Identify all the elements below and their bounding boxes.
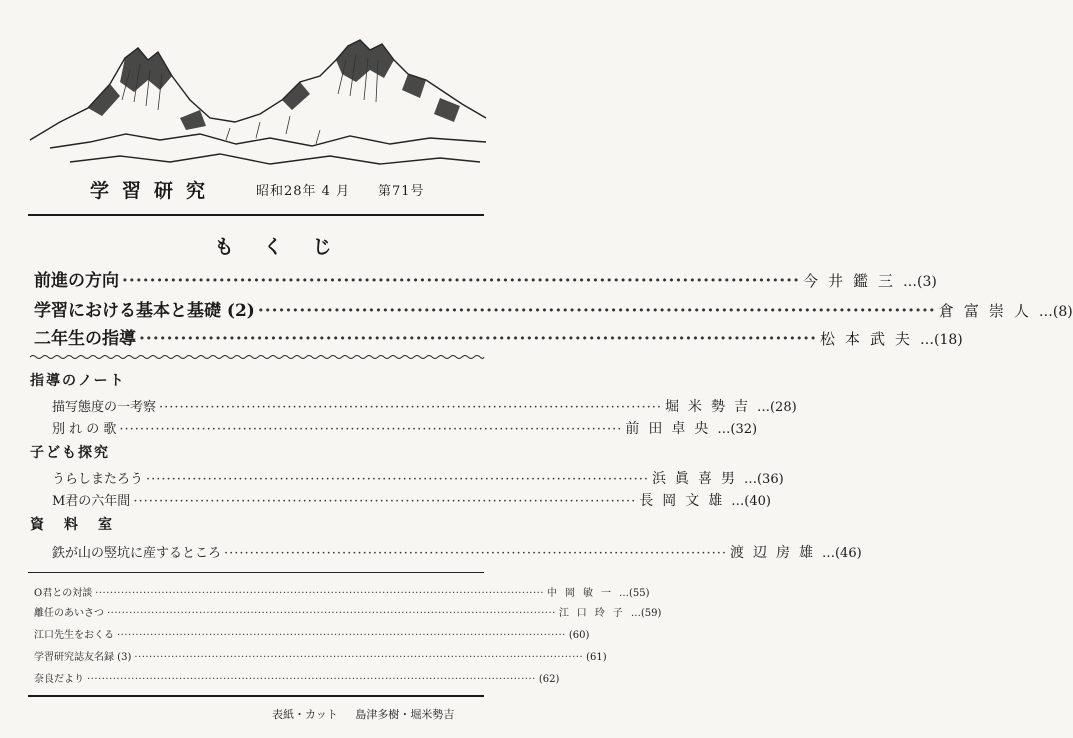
entry-page: …(18): [920, 332, 963, 348]
entry-title: 描写態度の一考察: [52, 400, 157, 415]
toc-entry-major[interactable]: [34, 324, 963, 349]
issue-date: 昭和28年 4 月: [256, 184, 351, 199]
entry-page: …(28): [756, 400, 797, 415]
leader-dots: ··································································································: [122, 271, 801, 291]
middle-rule: [28, 572, 484, 573]
entry-title: うらしまたろう: [52, 472, 144, 487]
entry-title: 鉄が山の竪坑に産するところ: [52, 546, 222, 561]
entry-author: 江口玲子: [558, 608, 631, 619]
entry-page: …(40): [731, 494, 771, 509]
entry-page: …(32): [717, 422, 758, 437]
credits-label: 表紙・カット: [272, 708, 338, 721]
entry-title: 学習研究誌友名録 (3): [34, 652, 132, 663]
toc-entry[interactable]: [52, 542, 862, 562]
toc-entry[interactable]: [52, 418, 758, 438]
section-heading: 指導のノート: [30, 373, 126, 389]
leader-dots: ··································································································: [257, 301, 936, 321]
entry-author: 前田卓央: [625, 421, 718, 437]
entry-page: (61): [586, 652, 607, 663]
toc-entry-small[interactable]: [34, 584, 650, 599]
entry-page: (62): [538, 674, 560, 685]
toc-entry[interactable]: [52, 396, 797, 416]
entry-page: …(59): [630, 608, 662, 619]
journal-title: 学習研究: [90, 180, 219, 202]
toc-entry[interactable]: [52, 490, 771, 510]
section-heading: 資料室: [30, 517, 132, 533]
leader-dots: ··································································································: [139, 329, 818, 349]
toc-entry-major[interactable]: [34, 266, 937, 291]
leader-dots: ··························································································································: [95, 588, 545, 599]
entry-title: 奈良だより: [34, 674, 84, 685]
entry-page: (60): [568, 630, 590, 641]
entry-author: 倉富崇人: [938, 302, 1039, 320]
leader-dots: ··································································································: [146, 472, 649, 487]
entry-author: 中岡敏一: [547, 588, 620, 599]
wavy-divider: [30, 354, 484, 360]
toc-entry-small[interactable]: [34, 670, 560, 685]
leader-dots: ··································································································: [224, 546, 727, 561]
entry-title: 別 れ の 歌: [52, 422, 117, 437]
toc-heading: もくじ: [214, 236, 362, 258]
leader-dots: ··························································································································: [134, 652, 584, 663]
entry-title: 学習における基本と基礎 (2): [34, 301, 255, 321]
credits-names: 島津多樹・堀米勢吉: [355, 708, 455, 721]
entry-page: …(3): [903, 274, 937, 290]
leader-dots: ··························································································································: [117, 630, 566, 641]
leader-dots: ··································································································: [119, 422, 623, 437]
entry-author: 松本武夫: [820, 330, 921, 348]
toc-entry-small[interactable]: [34, 626, 590, 641]
section-heading: 子ども探究: [30, 445, 110, 461]
toc-entry-major[interactable]: [34, 296, 1073, 321]
bottom-rule: [28, 695, 484, 697]
entry-title: 離任のあいさつ: [34, 608, 104, 619]
entry-title: O君との対談: [34, 588, 93, 599]
mountain-illustration: [30, 30, 486, 180]
entry-title: 江口先生をおくる: [34, 630, 114, 641]
entry-page: …(36): [743, 472, 784, 487]
entry-author: 堀米勢吉: [664, 399, 757, 415]
cover-credits: [272, 706, 468, 722]
toc-entry-small[interactable]: [34, 604, 662, 619]
entry-page: …(8): [1038, 304, 1073, 320]
entry-author: 今井鑑三: [803, 272, 904, 290]
issue-number: 第71号: [378, 184, 425, 199]
top-rule: [28, 214, 484, 216]
entry-title: 二年生の指導: [34, 329, 136, 349]
leader-dots: ··································································································: [133, 494, 637, 509]
entry-author: 浜眞喜男: [651, 471, 744, 487]
entry-author: 長岡文雄: [639, 493, 732, 509]
toc-entry[interactable]: [52, 468, 784, 488]
toc-entry-small[interactable]: [34, 648, 607, 663]
leader-dots: ··························································································································: [87, 674, 536, 685]
leader-dots: ··························································································································: [107, 608, 556, 619]
entry-title: M君の六年間: [52, 494, 131, 509]
masthead: [0, 176, 516, 206]
leader-dots: ··································································································: [159, 400, 662, 415]
entry-page: …(46): [821, 546, 862, 561]
entry-author: 渡辺房雄: [729, 545, 822, 561]
entry-title: 前進の方向: [34, 271, 119, 291]
entry-page: …(55): [619, 588, 650, 599]
